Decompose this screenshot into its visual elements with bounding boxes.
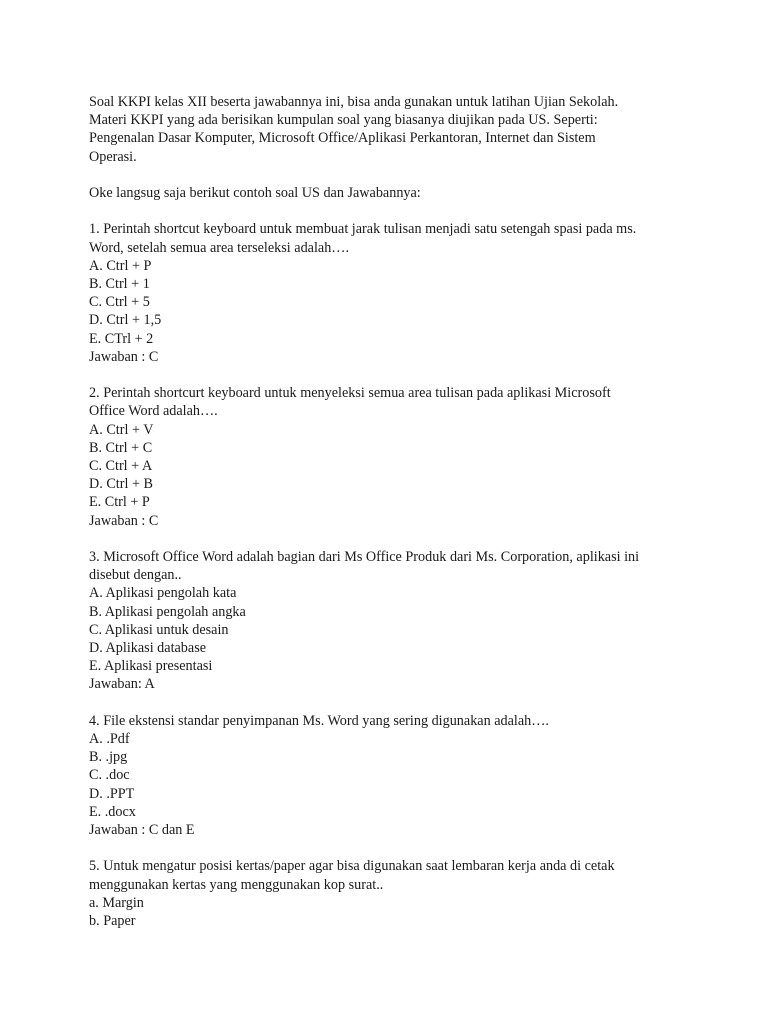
intro-line: Operasi.	[89, 148, 137, 165]
intro-line: Materi KKPI yang ada berisikan kumpulan soal yang biasanya diujikan pada US. Seperti:	[89, 112, 598, 129]
option-a: A. Ctrl + V	[89, 421, 154, 438]
question-text: 2. Perintah shortcurt keyboard untuk menyeleksi semua area tulisan pada aplikasi Microsoft	[89, 385, 611, 402]
option-d: D. Aplikasi database	[89, 640, 207, 657]
intro-lead	[89, 184, 689, 202]
answer: Jawaban: A	[89, 676, 155, 693]
option-b: B. Ctrl + 1	[89, 276, 150, 292]
question-2	[89, 384, 689, 530]
question-text: Office Word adalah….	[89, 403, 218, 420]
question-text: 1. Perintah shortcut keyboard untuk membuat jarak tulisan menjadi satu setengah spasi pada ms.	[89, 221, 637, 238]
intro-line: Soal KKPI kelas XII beserta jawabannya ini, bisa anda gunakan untuk latihan Ujian Sekolah.	[89, 94, 619, 110]
option-a: A. Ctrl + P	[89, 257, 152, 274]
option-b: B. Aplikasi pengolah angka	[89, 603, 246, 620]
question-text: 4. File ekstensi standar penyimpanan Ms. Word yang sering digunakan adalah….	[89, 712, 549, 729]
question-1	[89, 220, 689, 366]
option-b: B. Ctrl + C	[89, 439, 153, 456]
answer: Jawaban : C	[89, 512, 159, 529]
question-text: disebut dengan..	[89, 567, 182, 584]
option-b: b. Paper	[89, 913, 136, 930]
intro-line: Pengenalan Dasar Komputer, Microsoft Office/Aplikasi Perkantoran, Internet dan Sistem	[89, 130, 596, 147]
option-c: C. Ctrl + 5	[89, 294, 150, 311]
option-e: E. Ctrl + P	[89, 494, 150, 511]
intro-paragraph	[89, 93, 689, 166]
option-c: C. Ctrl + A	[89, 458, 153, 475]
question-text: 5. Untuk mengatur posisi kertas/paper agar bisa digunakan saat lembaran kerja anda di cetak	[89, 858, 615, 875]
option-d: D. .PPT	[89, 785, 135, 802]
question-3	[89, 548, 689, 694]
option-c: C. .doc	[89, 767, 130, 784]
question-4	[89, 712, 689, 839]
option-d: D. Ctrl + B	[89, 476, 153, 493]
option-a: A. .Pdf	[89, 731, 130, 748]
question-text: Word, setelah semua area terseleksi adalah….	[89, 239, 350, 256]
option-e: E. CTrl + 2	[89, 330, 154, 347]
question-text: 3. Microsoft Office Word adalah bagian dari Ms Office Produk dari Ms. Corporation, aplikasi ini	[89, 549, 640, 566]
option-d: D. Ctrl + 1,5	[89, 312, 162, 329]
document-body	[89, 93, 689, 930]
answer: Jawaban : C dan E	[89, 822, 195, 839]
option-e: E. .docx	[89, 803, 136, 820]
question-text: menggunakan kertas yang menggunakan kop surat..	[89, 876, 384, 893]
option-a: a. Margin	[89, 894, 144, 911]
answer: Jawaban : C	[89, 348, 159, 365]
intro-lead-text: Oke langsug saja berikut contoh soal US dan Jawabannya:	[89, 185, 421, 201]
option-c: C. Aplikasi untuk desain	[89, 621, 229, 638]
option-a: A. Aplikasi pengolah kata	[89, 585, 237, 602]
question-5	[89, 857, 689, 930]
option-b: B. .jpg	[89, 749, 128, 766]
option-e: E. Aplikasi presentasi	[89, 658, 213, 675]
